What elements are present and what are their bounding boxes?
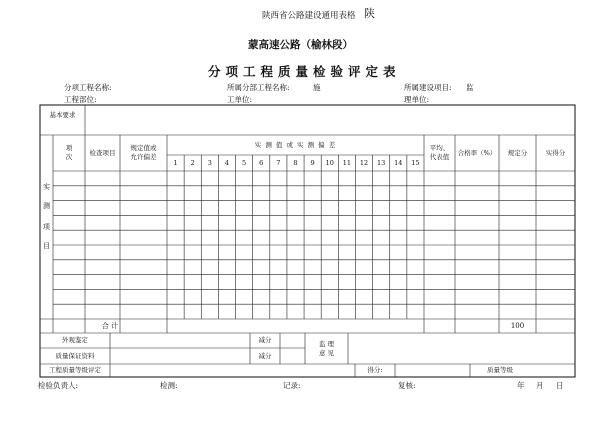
- recorder-label: 记录:: [283, 381, 301, 390]
- qa-docs-label: 质量保证资料: [55, 351, 95, 360]
- supervision-line-1: 监 理: [318, 339, 335, 348]
- supervision-unit-label: 理单位:: [404, 95, 430, 104]
- col-seq-line-1: 项: [65, 144, 73, 152]
- deduct-2-label: 减分: [258, 351, 272, 360]
- col-score-header: 规定分: [507, 148, 528, 157]
- point-number-11: 11: [342, 158, 352, 167]
- point-number-14: 14: [394, 158, 403, 167]
- col-item-header: 检查项目: [89, 148, 116, 157]
- point-number-4: 4: [224, 158, 230, 167]
- point-number-5: 5: [242, 158, 247, 167]
- measured-items-char-4: 目: [43, 242, 50, 250]
- point-number-15: 15: [411, 158, 420, 167]
- col-pass-rate-header: 合格率（%）: [457, 148, 497, 157]
- grade-eval-label: 工程质量等级评定: [49, 366, 101, 374]
- point-number-7: 7: [276, 158, 281, 167]
- supervision-line-2: 意 见: [318, 348, 335, 357]
- point-number-10: 10: [325, 158, 334, 167]
- got-score-label: 得分:: [367, 366, 383, 374]
- appearance-label: 外观鉴定: [62, 336, 88, 344]
- measured-values-header: 实 测 值 或 实 测 偏 差: [254, 140, 337, 149]
- col-actual-header: 实得分: [545, 148, 566, 157]
- point-number-12: 12: [359, 158, 369, 167]
- unit-label: 工单位:: [227, 95, 253, 104]
- measured-items-char-3: 项: [43, 223, 50, 231]
- reviewer-label: 复核:: [398, 381, 416, 390]
- tester-label: 检测:: [160, 381, 178, 390]
- col-spec-line-1: 规定值或: [130, 144, 157, 152]
- point-number-3: 3: [207, 158, 212, 167]
- construction-project-value: 监: [466, 83, 474, 92]
- location-label: 工程部位:: [64, 95, 97, 104]
- inspector-label: 检验负责人:: [38, 381, 79, 390]
- total-label: 合 计: [101, 321, 119, 330]
- col-seq-header: [53, 135, 85, 171]
- col-spec-header: [120, 135, 167, 171]
- point-number-8: 8: [293, 158, 298, 167]
- org-line: 陕西省公路建设通用表格: [262, 11, 356, 21]
- point-number-13: 13: [377, 158, 386, 167]
- col-seq-line-2: 次: [65, 153, 73, 161]
- measured-items-char-2: 测: [43, 202, 50, 210]
- supervision-opinion-label: [305, 333, 348, 364]
- construction-project-label: 所属建设项目:: [404, 83, 452, 92]
- col-spec-line-2: 允许偏差: [130, 153, 157, 161]
- subpart-name-label: 所属分部工程名称:: [227, 83, 290, 92]
- basic-requirements-label: 基本要求: [49, 110, 76, 119]
- total-score-value: 100: [510, 321, 525, 330]
- subpart-name-value: 施: [313, 83, 321, 92]
- measured-items-char-1: 实: [43, 183, 50, 191]
- form-title: 分项工程质量检验评定表: [208, 64, 401, 79]
- point-number-1: 1: [173, 158, 178, 167]
- project-line: 蒙高速公路（榆林段）: [248, 39, 353, 51]
- col-avg-line-2: 代表值: [429, 153, 450, 161]
- deduct-1-label: 减分: [258, 336, 272, 344]
- province-mark: 陕: [364, 7, 375, 20]
- quality-grade-label: 质量等级: [487, 366, 513, 374]
- col-avg-line-1: 平均、: [429, 144, 450, 152]
- col-avg-header: [424, 135, 455, 171]
- point-number-6: 6: [259, 158, 264, 167]
- date-month: 月: [536, 381, 544, 390]
- subitem-name-label: 分项工程名称:: [64, 83, 112, 92]
- date-day: 日: [556, 381, 564, 390]
- point-number-9: 9: [310, 158, 315, 167]
- point-number-2: 2: [190, 158, 195, 167]
- date-year: 年: [517, 381, 525, 390]
